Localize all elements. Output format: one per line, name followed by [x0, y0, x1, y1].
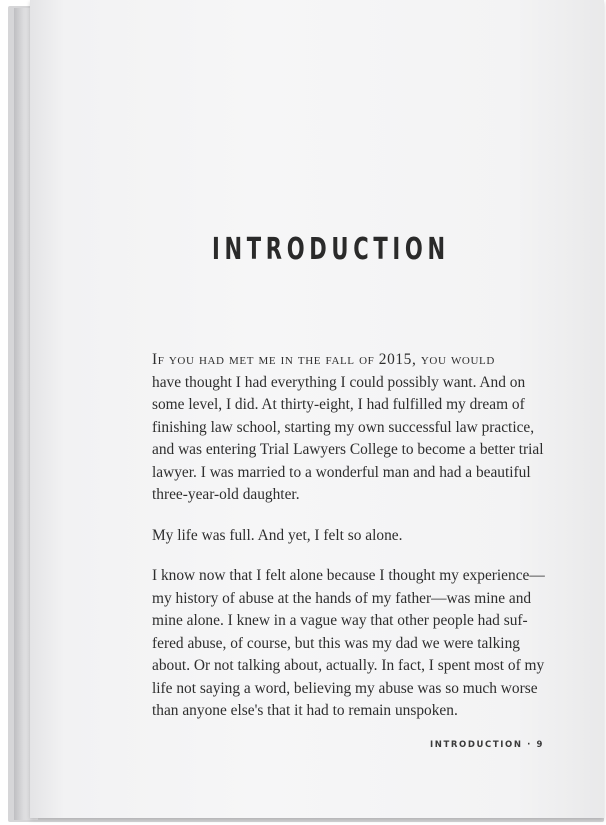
paragraph-line: than anyone else's that it had to remain unspoken. — [152, 702, 458, 719]
running-footer — [430, 740, 544, 750]
paragraph-line: My life was full. And yet, I felt so alone. — [152, 526, 403, 544]
paragraph-1 — [152, 349, 544, 507]
paragraph-line: I know now that I felt alone because I thought my experience— — [152, 567, 545, 584]
paragraph-line: have thought I had everything I could possibly want. And on — [152, 373, 526, 391]
paragraph-line: mine alone. I knew in a vague way that other people had suf- — [152, 612, 528, 629]
paragraph-3 — [152, 565, 545, 723]
paragraph-line: lawyer. I was married to a wonderful man and had a beautiful — [152, 463, 531, 481]
paragraph-line: and was entering Trial Lawyers College to become a better trial — [152, 441, 544, 458]
paragraph-1-lead: If you had met me in the fall of 2015, you would — [152, 351, 495, 368]
paragraph-line: fered abuse, of course, but this was my dad we were talking — [152, 634, 520, 652]
page-number: 9 — [536, 740, 545, 750]
paragraph-line: finishing law school, starting my own successful law practice, — [152, 418, 535, 436]
paragraph-line: three-year-old daughter. — [152, 486, 300, 503]
paragraph-2 — [152, 525, 524, 548]
paragraph-line: about. Or not talking about, actually. In fact, I spent most of my — [152, 657, 545, 674]
chapter-title: INTRODUCTION — [211, 232, 450, 267]
paragraph-line: some level, I did. At thirty-eight, I had fulfilled my dream of — [152, 396, 525, 413]
body-text — [152, 349, 545, 741]
paragraph-line: my history of abuse at the hands of my father—was mine and — [152, 589, 532, 607]
footer-section: INTRODUCTION — [430, 740, 523, 750]
paragraph-line: life not saying a word, believing my abuse was so much worse — [152, 679, 538, 697]
footer-separator: · — [527, 740, 532, 750]
